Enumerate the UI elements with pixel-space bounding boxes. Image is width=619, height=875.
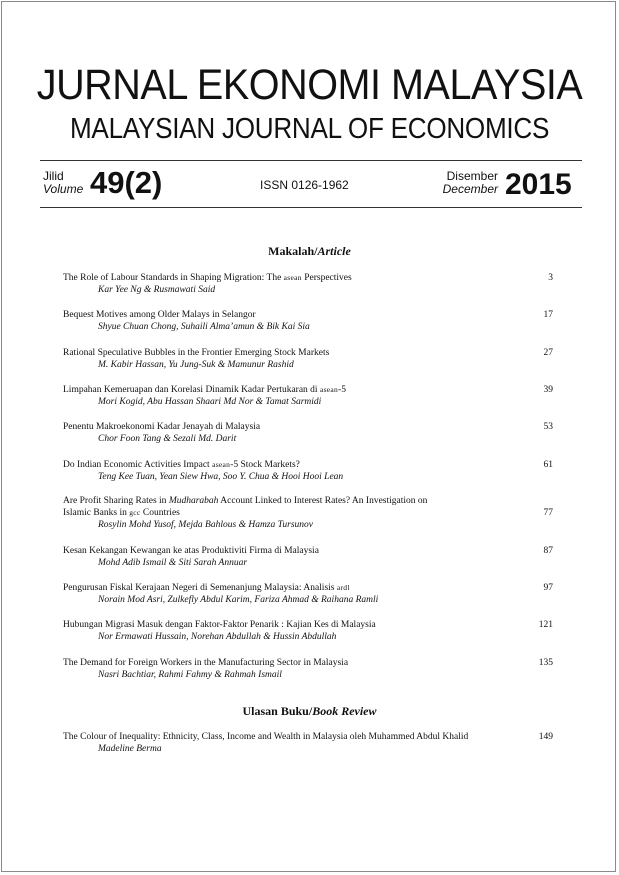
month-ms: Disember bbox=[446, 169, 498, 183]
toc-entry[interactable] bbox=[63, 657, 553, 681]
article-title: Limpahan Kemeruapan dan Korelasi Dinamik Kadar Pertukaran di asean-5 bbox=[63, 385, 347, 395]
toc-entry[interactable] bbox=[63, 731, 553, 755]
article-title: Pengurusan Fiskal Kerajaan Negeri di Semenanjung Malaysia: Analisis ardl bbox=[63, 583, 350, 593]
article-authors: Nor Ermawati Hussain, Norehan Abdullah & Hussin Abdullah bbox=[98, 632, 337, 642]
volume-number: 49(2) bbox=[90, 165, 163, 200]
article-authors: Nasri Bachtiar, Rahmi Fahmy & Rahmah Ismail bbox=[98, 670, 282, 680]
article-title: Bequest Motives among Older Malays in Selangor bbox=[63, 310, 256, 320]
article-page: 27 bbox=[543, 348, 553, 358]
article-title: Are Profit Sharing Rates in Mudharabah Account Linked to Interest Rates? An Investigation on Islamic Banks in gcc Countries bbox=[63, 496, 428, 518]
article-page: 87 bbox=[543, 546, 553, 556]
article-page: 77 bbox=[543, 508, 553, 518]
toc-entry[interactable] bbox=[63, 421, 553, 445]
article-page: 61 bbox=[543, 460, 553, 470]
article-title: Do Indian Economic Activities Impact asean-5 Stock Markets? bbox=[63, 460, 300, 470]
toc-entry[interactable] bbox=[63, 619, 553, 643]
article-page: 39 bbox=[543, 385, 553, 395]
volume-label-ms: Jilid bbox=[43, 169, 64, 183]
review-section-heading bbox=[0, 704, 619, 719]
article-title: Rational Speculative Bubbles in the Frontier Emerging Stock Markets bbox=[63, 348, 330, 358]
toc-entry[interactable] bbox=[63, 545, 553, 569]
month-labels bbox=[440, 170, 498, 196]
journal-subtitle: MALAYSIAN JOURNAL OF ECONOMICS bbox=[69, 113, 550, 145]
article-page: 17 bbox=[543, 310, 553, 320]
volume-label-en: Volume bbox=[43, 182, 84, 196]
volume-labels bbox=[43, 170, 83, 196]
toc-entry[interactable] bbox=[63, 582, 553, 606]
article-page: 121 bbox=[538, 620, 553, 630]
article-page: 135 bbox=[538, 658, 553, 668]
article-authors: Chor Foon Tang & Sezali Md. Darit bbox=[98, 434, 237, 444]
article-title: Penentu Makroekonomi Kadar Jenayah di Malaysia bbox=[63, 422, 261, 432]
issue-year: 2015 bbox=[505, 168, 572, 201]
articles-heading-ms: Makalah/ bbox=[268, 244, 318, 258]
article-authors: Norain Mod Asri, Zulkefly Abdul Karim, Fariza Ahmad & Raihana Ramli bbox=[98, 595, 379, 605]
header-bottom-rule bbox=[40, 207, 582, 208]
articles-section-heading bbox=[0, 244, 619, 259]
review-heading-ms: Ulasan Buku/ bbox=[242, 704, 313, 718]
article-authors: Teng Kee Tuan, Yean Siew Hwa, Soo Y. Chua & Hooi Hooi Lean bbox=[98, 472, 344, 482]
month-en: December bbox=[442, 182, 498, 196]
toc-entry[interactable] bbox=[63, 384, 553, 408]
toc-entry[interactable] bbox=[63, 309, 553, 333]
article-authors: Rosylin Mohd Yusof, Mejda Bahlous & Hamza Tursunov bbox=[98, 520, 313, 530]
journal-title: JURNAL EKONOMI MALAYSIA bbox=[36, 61, 583, 109]
toc-entry[interactable] bbox=[63, 495, 553, 531]
article-page: 97 bbox=[543, 583, 553, 593]
article-authors: Mori Kogid, Abu Hassan Shaari Md Nor & Tamat Sarmidi bbox=[98, 397, 322, 407]
article-authors: Shyue Chuan Chong, Suhaili Alma’amun & Bik Kai Sia bbox=[98, 322, 310, 332]
article-authors: Mohd Adib Ismail & Siti Sarah Annuar bbox=[98, 558, 248, 568]
article-authors: M. Kabir Hassan, Yu Jung-Suk & Mamunur Rashid bbox=[98, 360, 294, 370]
review-page: 149 bbox=[538, 732, 553, 742]
article-title: The Role of Labour Standards in Shaping Migration: The asean Perspectives bbox=[63, 273, 352, 283]
toc-entry[interactable] bbox=[63, 347, 553, 371]
article-title: Hubungan Migrasi Masuk dengan Faktor-Faktor Penarik : Kajian Kes di Malaysia bbox=[63, 620, 376, 630]
article-title: Kesan Kekangan Kewangan ke atas Produktiviti Firma di Malaysia bbox=[63, 546, 319, 556]
article-title: The Demand for Foreign Workers in the Manufacturing Sector in Malaysia bbox=[63, 658, 349, 668]
article-page: 3 bbox=[548, 273, 553, 283]
article-authors: Kar Yee Ng & Rusmawati Said bbox=[98, 285, 216, 295]
article-page: 53 bbox=[543, 422, 553, 432]
review-authors: Madeline Berma bbox=[98, 744, 162, 754]
review-heading-en: Book Review bbox=[312, 704, 377, 718]
toc-entry[interactable] bbox=[63, 459, 553, 483]
header-top-rule bbox=[40, 160, 582, 161]
issn: ISSN 0126-1962 bbox=[260, 178, 349, 192]
articles-heading-en: Article bbox=[317, 244, 351, 258]
review-title: The Colour of Inequality: Ethnicity, Class, Income and Wealth in Malaysia oleh Muhammed Abdul Khalid bbox=[63, 732, 469, 742]
toc-entry[interactable] bbox=[63, 272, 553, 296]
